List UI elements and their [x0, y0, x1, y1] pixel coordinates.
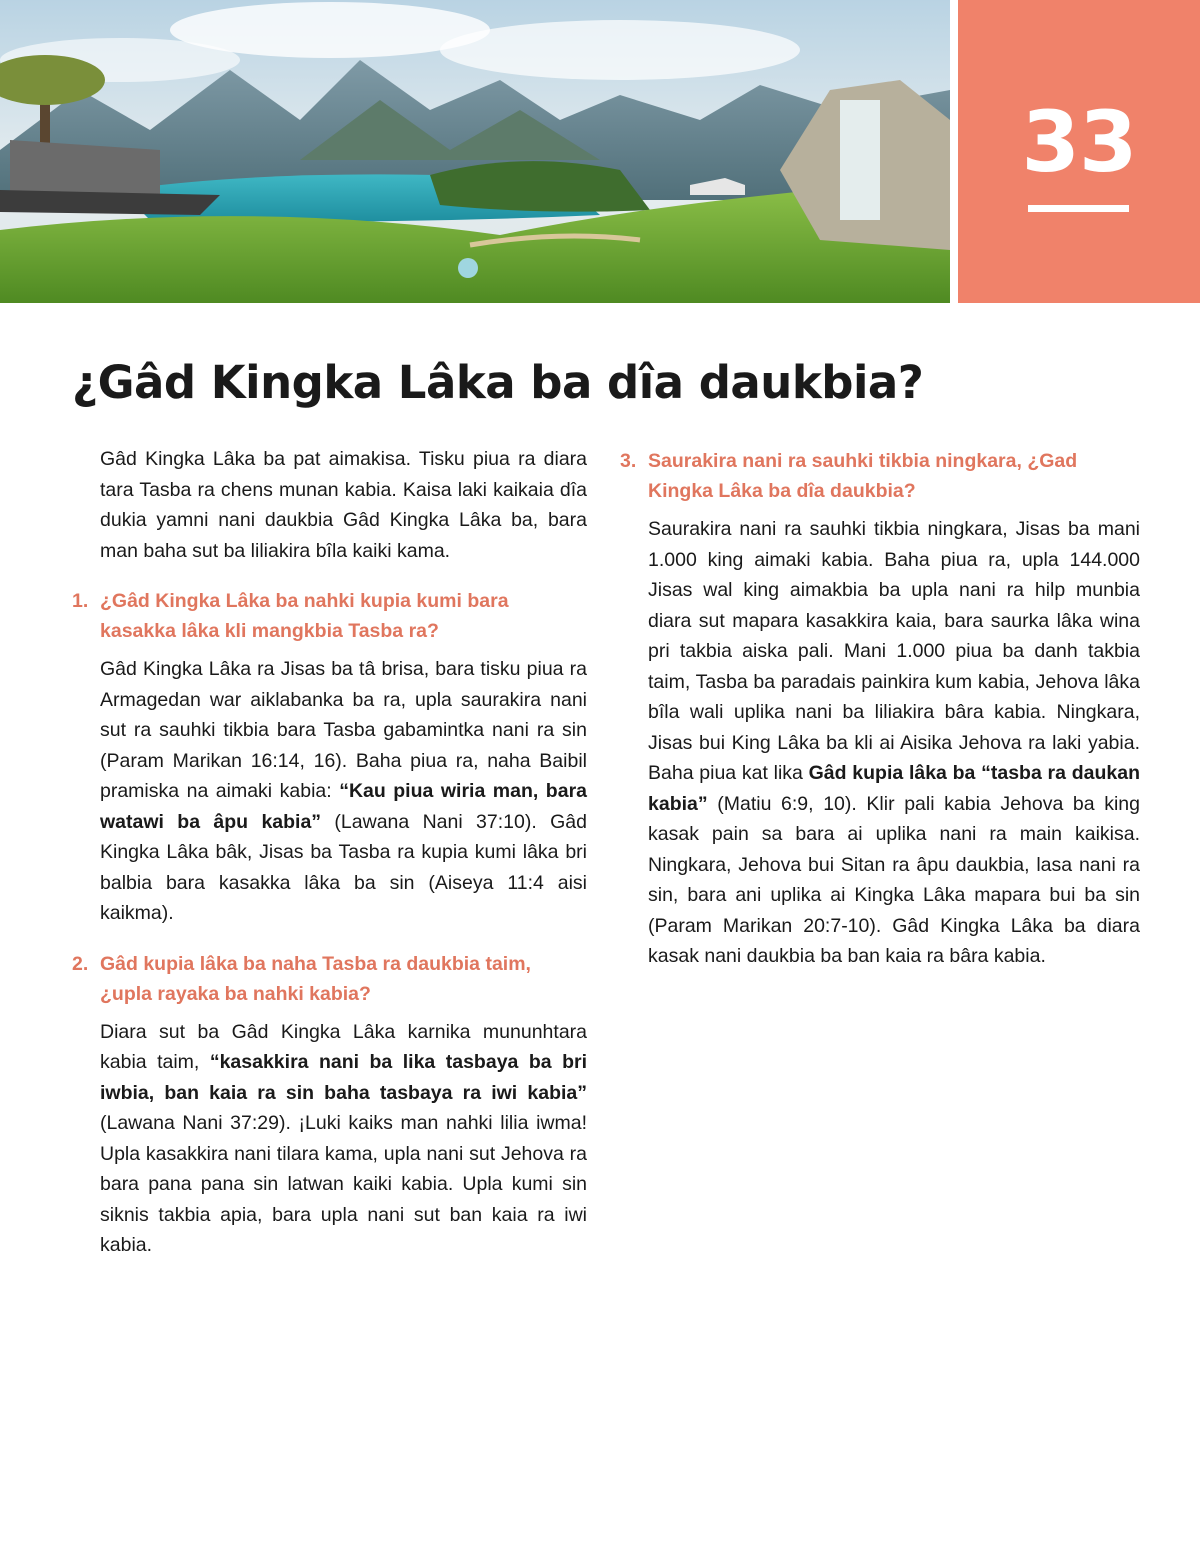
- intro-paragraph: Gâd Kingka Lâka ba pat aimakisa. Tisku piua ra diara tara Tasba ra chens munan kabia. Kaisa laki kaikaia dîa dukia yamni nani daukbia Gâd Kingka Lâka ba, bara man baha sut ba liliakira bîla kaiki kama.: [100, 448, 587, 562]
- question-3-text: Saurakira nani ra sauhki tikbia ningkara, ¿Gad Kingka Lâka ba dîa daukbia?: [648, 450, 1078, 502]
- answer-2-quote: “kasakkira nani ba lika tasbaya ba bri iwbia, ban kaia ra sin baha tasbaya ra iwi kabia”: [100, 1051, 587, 1104]
- answer-3-text-a: Saurakira nani ra sauhki tikbia ningkara, Jisas ba mani 1.000 king aimaki kabia. Baha piua ra, upla 144.000 Jisas wal king aimakbia ba upla nani ra hilp munbia diara sut mapara kasakkira kaia, bara saurka lâka wina pri takbia aiska pali. Mani 1.000 piua ba danh takbia taim, Tasba ba paradais painkira kum kabia, Jehova lâka bîla wali uplika nani ba liliakira bâra kabia. Ningkara, Jisas bui King Lâka ba kli ai Aisika Jehova ra laki yabia. Baha piua kat lika: [648, 518, 1140, 784]
- answer-1-paragraph: [72, 654, 587, 929]
- question-1: [72, 586, 587, 646]
- page-title: ¿Gâd Kingka Lâka ba dîa daukbia?: [72, 356, 924, 409]
- answer-3-paragraph: [620, 514, 1140, 972]
- chapter-number: 33: [1021, 93, 1137, 191]
- left-column: [72, 444, 587, 1261]
- answer-3-quote: Gâd kupia lâka ba “tasba ra daukan kabia”: [648, 762, 1140, 815]
- answer-2-text-a: Diara sut ba Gâd Kingka Lâka karnika mununhtara kabia taim,: [100, 1020, 587, 1073]
- answer-2-text-b: (Lawana Nani 37:29). ¡Luki kaiks man nahki lilia iwma! Upla kasakkira nani tilara kama, upla nani sut Jehova ra bara pana pana sin latwan kaiki kabia. Upla kumi sin siknis takbia apia, bara upla nani sut ban kaia ra iwi kabia.: [100, 1112, 587, 1256]
- question-2: [72, 949, 587, 1009]
- question-2-number: 2.: [72, 952, 89, 975]
- answer-1-text-b: (Lawana Nani 37:10). Gâd Kingka Lâka bâk, Jisas ba Tasba ra kupia kumi lâka bri balbia bara kasakka lâka ba sin (Aiseya 11:4 aisi kaikma).: [100, 810, 587, 924]
- chapter-underline: [1028, 205, 1129, 212]
- question-2-text: Gâd kupia lâka ba naha Tasba ra daukbia taim, ¿upla rayaka ba nahki kabia?: [100, 952, 531, 1005]
- question-3-number: 3.: [620, 450, 637, 472]
- answer-1-text-a: Gâd Kingka Lâka ra Jisas ba tâ brisa, bara tisku piua ra Armagedan war aiklabanka ba ra, upla saurakira nani sut ra sauhki tikbia bara Tasba gabamintka nani ra sin (Param Marikan 16:14, 16). Baha piua ra, naha Baibil pramiska na aimaki kabia:: [100, 658, 587, 802]
- question-3: [620, 446, 1140, 506]
- answer-1-quote: “Kau piua wiria man, bara watawi ba âpu kabia”: [100, 780, 587, 833]
- answer-2-paragraph: [72, 1017, 587, 1261]
- question-1-text: ¿Gâd Kingka Lâka ba nahki kupia kumi bara kasakka lâka kli mangkbia Tasba ra?: [100, 590, 509, 642]
- question-1-number: 1.: [72, 590, 89, 612]
- right-column: [620, 446, 1140, 972]
- hero-landscape-image: [0, 0, 950, 303]
- chapter-number-box: [958, 0, 1200, 303]
- answer-3-text-b: (Matiu 6:9, 10). Klir pali kabia Jehova ba king kasak pain sa bara ai uplika nani ra main kaikisa. Ningkara, Jehova bui Sitan ra âpu daukbia, lasa nani ra sin, bara ani uplika ai Kingka Lâka mapara bui ba sin (Param Marikan 20:7-10). Gâd Kingka Lâka ba diara kasak nani daukbia ba ban kaia ra bâra kabia.: [648, 792, 1140, 967]
